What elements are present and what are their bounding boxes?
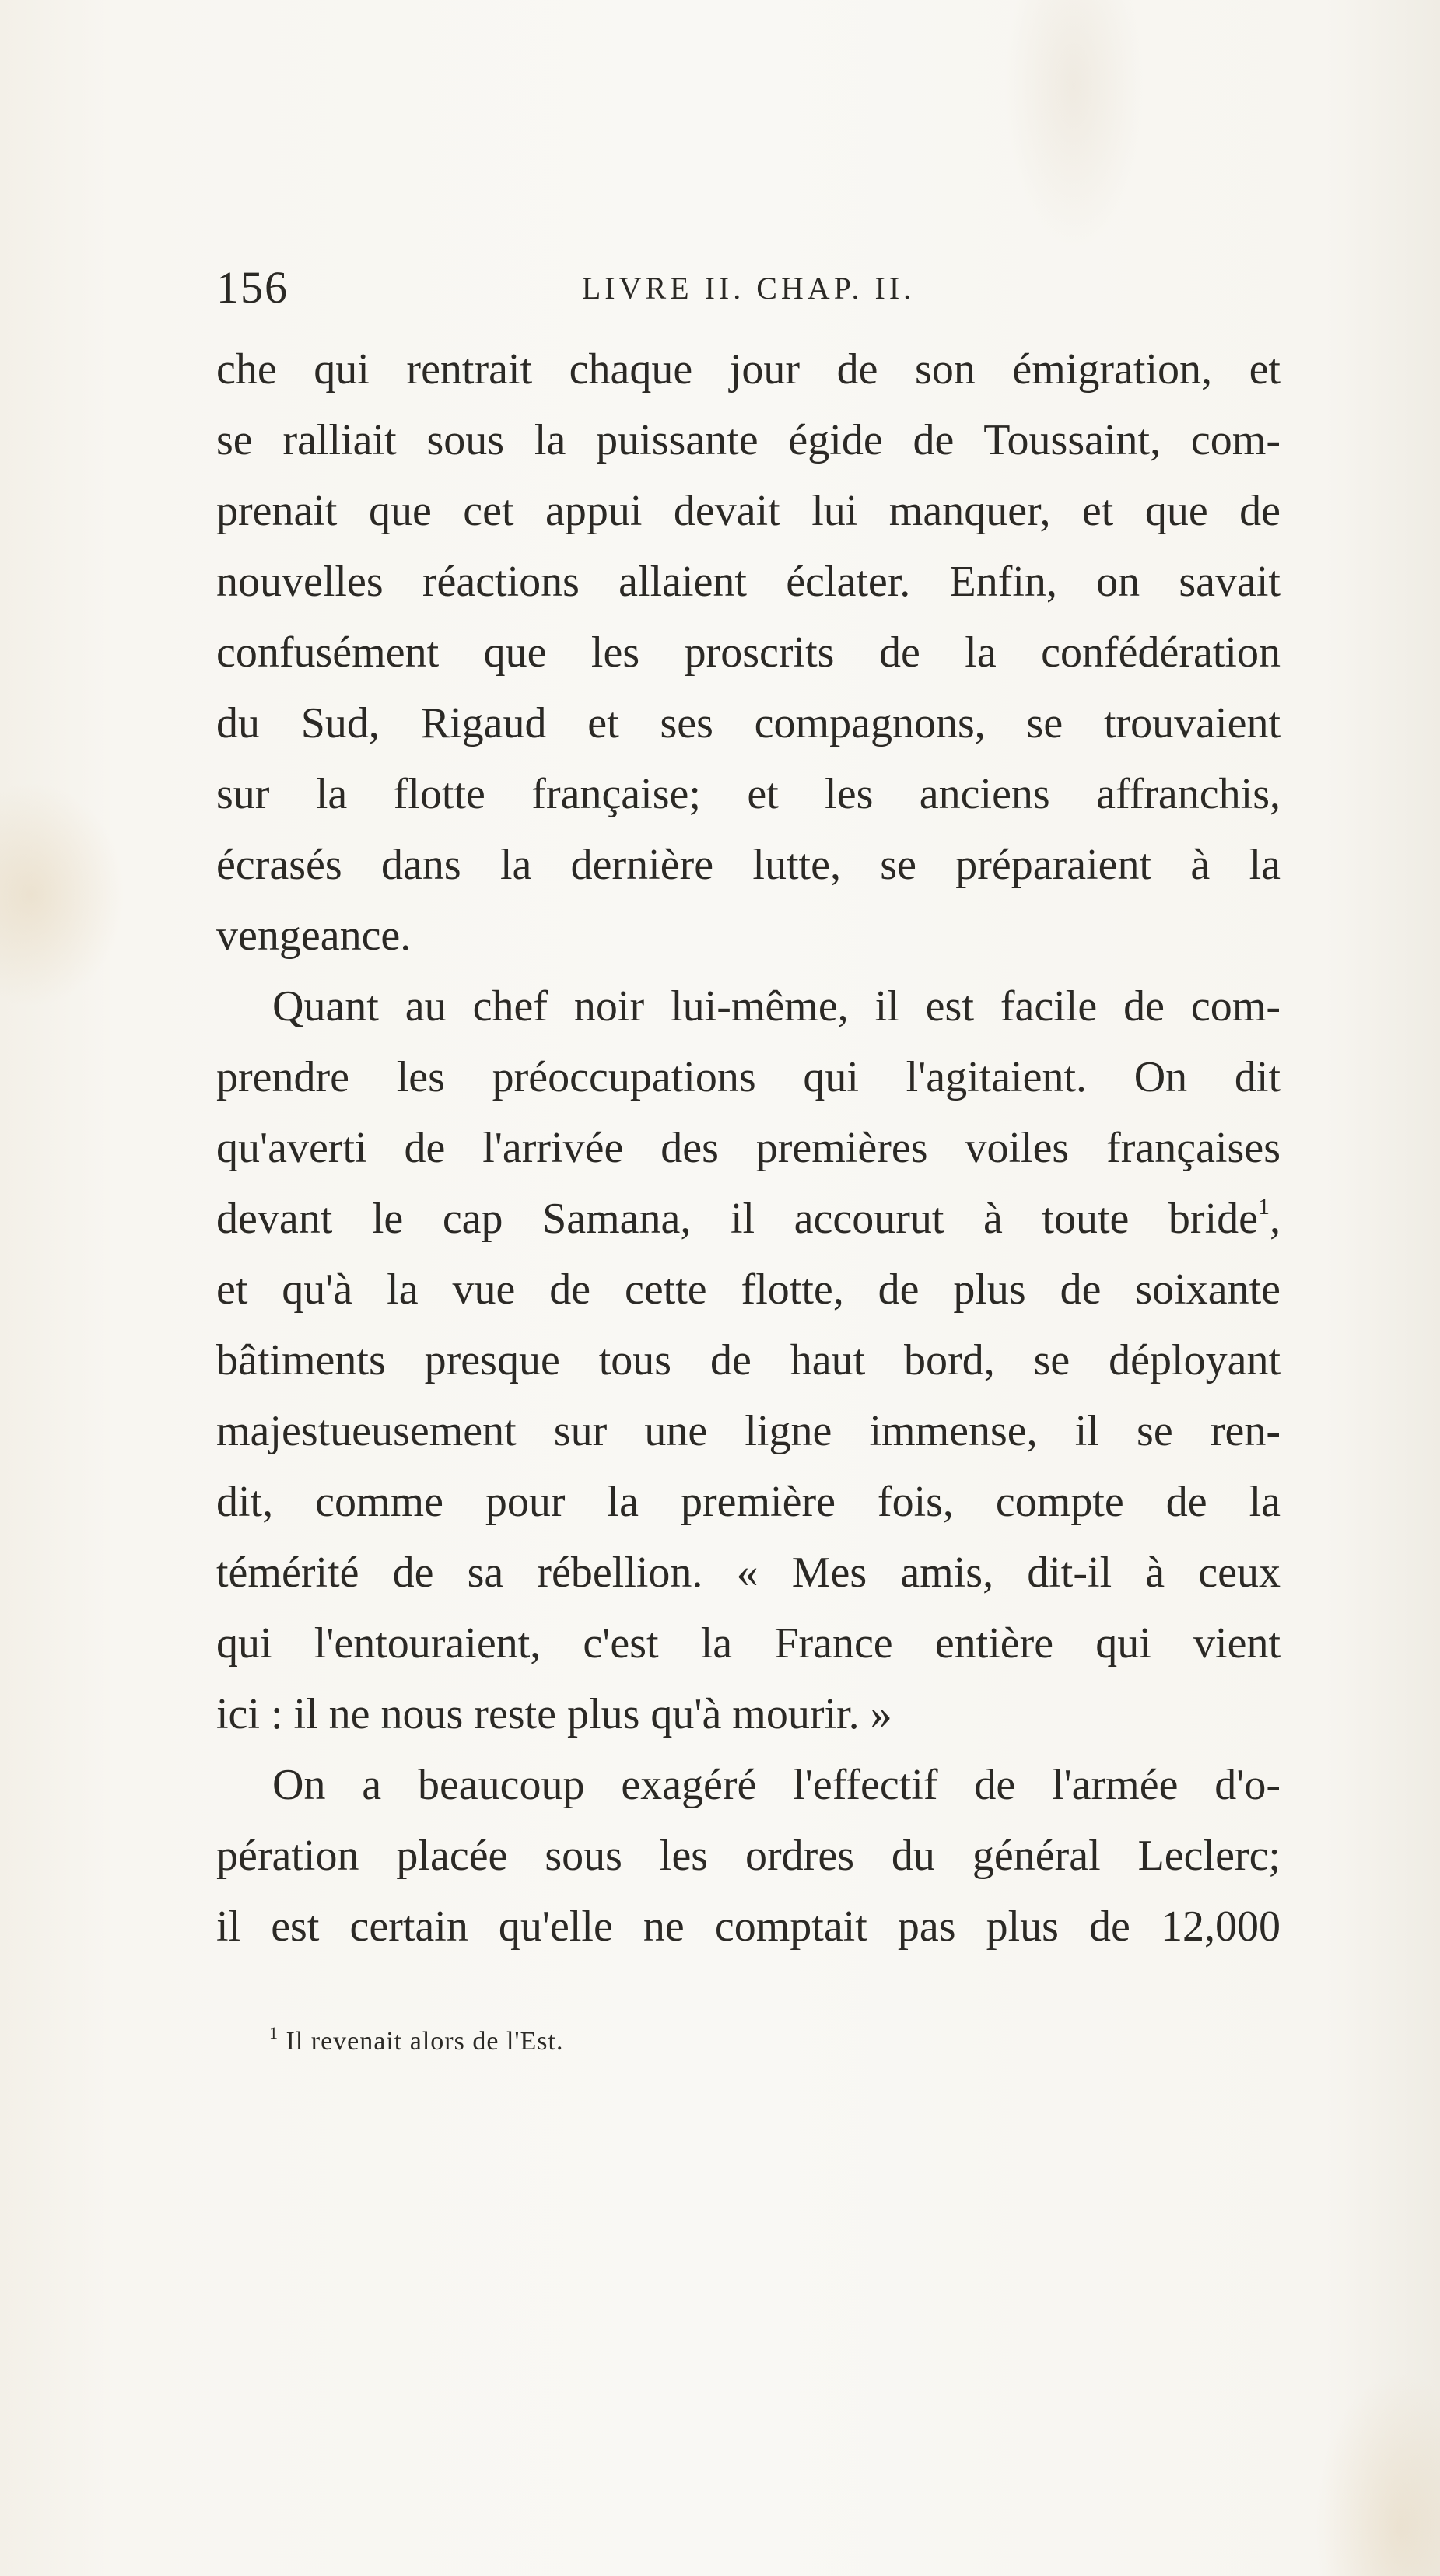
text-line: prenait que cet appui devait lui manquer, et que de (216, 487, 1281, 535)
body-text (216, 334, 1281, 1962)
text-line: bâtiments presque tous de haut bord, se déployant (216, 1336, 1281, 1384)
text-line: qui l'entouraient, c'est la France entière qui vient (216, 1619, 1281, 1668)
text-line: confusément que les proscrits de la confédération (216, 628, 1281, 677)
text-line: témérité de sa rébellion. « Mes amis, dit-il à ceux (216, 1549, 1281, 1597)
text-line: ici : il ne nous reste plus qu'à mourir. » (216, 1690, 892, 1738)
footnote-marker: 1 (269, 2023, 279, 2042)
text-line: che qui rentrait chaque jour de son émigration, et (216, 345, 1281, 394)
text-line-with-footnote (216, 1184, 1281, 1255)
footnote (269, 2022, 563, 2061)
text-line: qu'averti de l'arrivée des premières voiles françaises (216, 1124, 1281, 1172)
text-line: majestueusement sur une ligne immense, il se ren- (216, 1407, 1281, 1455)
text-line: prendre les préoccupations qui l'agitaient. On dit (216, 1053, 1281, 1101)
punctuation: , (1270, 1195, 1281, 1243)
text-line: du Sud, Rigaud et ses compagnons, se trouvaient (216, 699, 1281, 747)
text-line: il est certain qu'elle ne comptait pas plus de 12,000 (216, 1902, 1281, 1951)
text-line: dit, comme pour la première fois, compte de la (216, 1478, 1281, 1526)
text-line: sur la flotte française; et les anciens affranchis, (216, 770, 1281, 818)
text-fragment: devant le cap Samana, il accourut à toute bride (216, 1195, 1258, 1243)
text-line: écrasés dans la dernière lutte, se préparaient à la (216, 841, 1281, 889)
text-line: On a beaucoup exagéré l'effectif de l'armée d'o- (272, 1761, 1281, 1809)
text-line: Quant au chef noir lui-même, il est facile de com- (272, 982, 1281, 1031)
text-line: et qu'à la vue de cette flotte, de plus de soixante (216, 1265, 1281, 1314)
footnote-text: Il revenait alors de l'Est. (286, 2027, 564, 2056)
text-line: nouvelles réactions allaient éclater. Enfin, on savait (216, 558, 1281, 606)
footnote-reference: 1 (1258, 1194, 1270, 1220)
text-line: pération placée sous les ordres du général Leclerc; (216, 1832, 1281, 1880)
text-line: vengeance. (216, 912, 412, 960)
running-head: LIVRE II. CHAP. II. (581, 271, 916, 306)
text-line: se ralliait sous la puissante égide de Toussaint, com- (216, 416, 1281, 464)
page-header (216, 257, 1281, 319)
page-number: 156 (216, 262, 289, 313)
